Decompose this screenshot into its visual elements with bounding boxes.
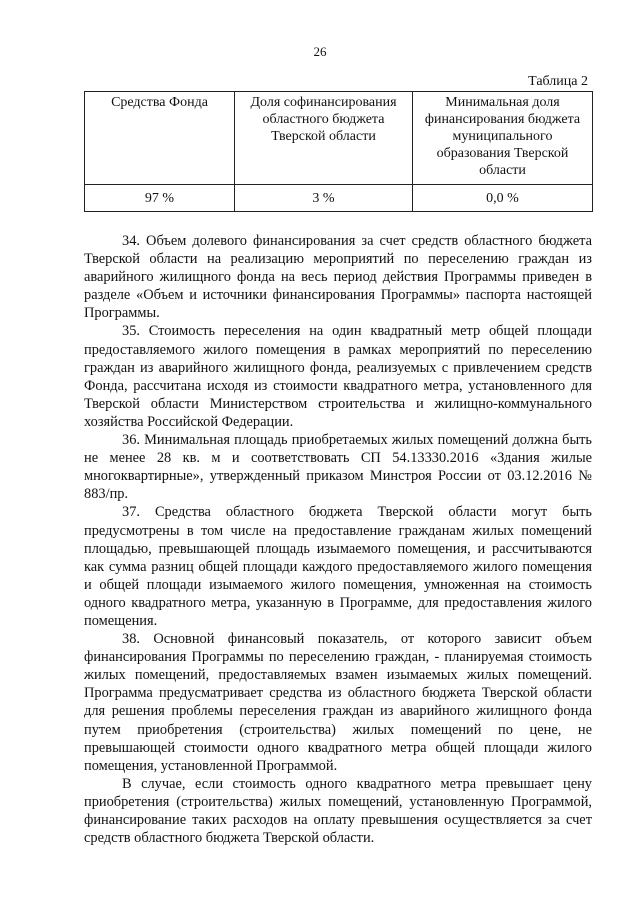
header-fund-resources: Средства Фонда [85, 92, 235, 185]
value-municipal-minimum-share: 0,0 % [413, 185, 593, 212]
paragraph-35: 35. Стоимость переселения на один квадратный метр общей площади предоставляемого жилого помещения в рамках мероприятий по переселению граждан из аварийного жилищного фонда, реализуемых с привлечением средств Фонда, рассчитана исходя из стоимости квадратного метра, установленного для Тверской области Министерством строительства и жилищно-коммунального хозяйства Российской Федерации. [84, 323, 592, 430]
table-caption: Таблица 2 [528, 74, 588, 89]
paragraph-excess-cost: В случае, если стоимость одного квадратного метра превышает цену приобретения (строительства) жилых помещений, установленную Программой, финансирование таких расходов на оплату превышения осуществляется за счет средств областного бюджета Тверской области. [84, 775, 592, 847]
page-number: 26 [313, 44, 327, 59]
paragraph-37: 37. Средства областного бюджета Тверской области могут быть предусмотрены в том числе на предоставление гражданам жилых помещений площадью, превышающей площадь изымаемого помещения, и рассчитываются как сумма разниц общей площади каждого предоставляемого жилого помещения и общей площади изымаемого жилого помещения, умноженная на стоимость одного квадратного метра, указанную в Программе, для предоставления жилого помещения. [84, 504, 592, 629]
financing-share-table [84, 91, 593, 212]
paragraph-34: 34. Объем долевого финансирования за счет средств областного бюджета Тверской области на реализацию мероприятий по переселению граждан из аварийного жилищного фонда на весь период действия Программы приведен в разделе «Объем и источники финансирования Программы» паспорта настоящей Программы. [84, 233, 592, 322]
header-regional-cofinancing-share: Доля софинансирования областного бюджета Тверской области [235, 92, 413, 185]
header-municipal-minimum-share: Минимальная доля финансирования бюджета муниципального образования Тверской области [413, 92, 593, 185]
table-header-row [85, 92, 593, 185]
paragraph-38: 38. Основной финансовый показатель, от которого зависит объем финансирования Программы по переселению граждан, - планируемая стоимость жилых помещений, предоставляемых взамен изымаемых жилых помещений. Программа предусматривает средства из областного бюджета Тверской области для решения проблемы переселения граждан из аварийного жилищного фонда путем приобретения (строительства) жилых помещений по цене, не превышающей стоимости одного квадратного метра общей площади жилого помещения, установленной Программой. [84, 631, 592, 774]
value-fund-resources: 97 % [85, 185, 235, 212]
document-body [84, 232, 592, 847]
value-regional-cofinancing-share: 3 % [235, 185, 413, 212]
paragraph-36: 36. Минимальная площадь приобретаемых жилых помещений должна быть не менее 28 кв. м и соответствовать СП 54.13330.2016 «Здания жилые многоквартирные», утвержденный приказом Минстроя России от 03.12.2016 № 883/пр. [84, 432, 592, 503]
table-row [85, 185, 593, 212]
